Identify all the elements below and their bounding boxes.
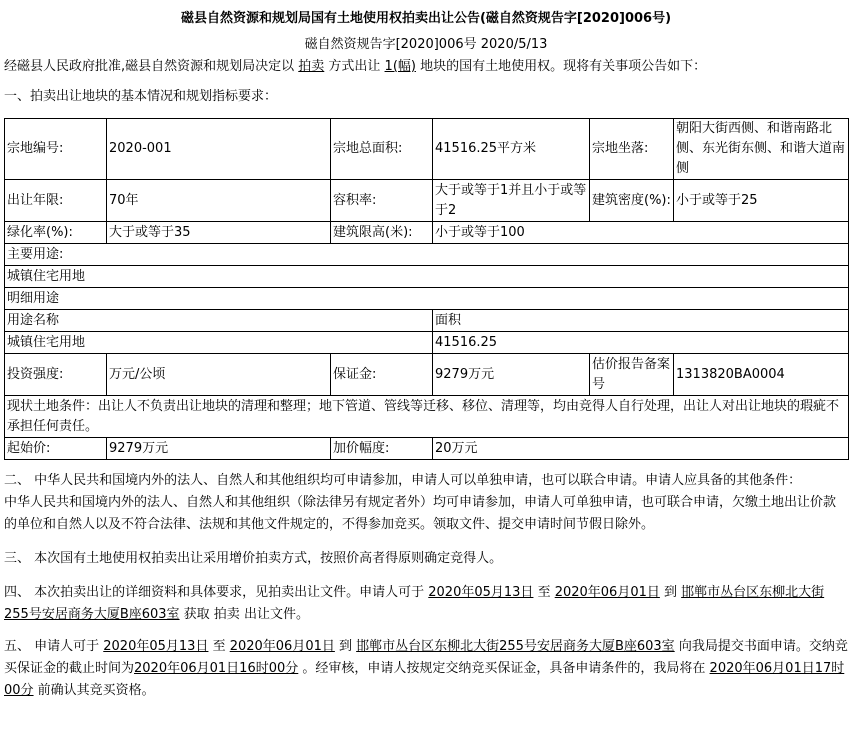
section1-heading: 一、拍卖出让地块的基本情况和规划指标要求： — [4, 89, 278, 104]
detail-use-label: 明细用途 — [5, 288, 849, 310]
investment-value: 万元/公顷 — [107, 354, 331, 396]
section2-line2: 中华人民共和国境内外的法人、自然人和其他组织（除法律另有规定者外）均可申请参加，申请人可单独申请，也可联合申请，欠缴土地出让价款的单位和自然人以及不符合法律、法规和其他文件规定的，不得参加竞买。领取文件、提交申请时间节假日除外。 — [4, 495, 837, 532]
s4-suffix: 获取 拍卖 出让文件。 — [179, 607, 309, 622]
intro-suffix: 地块的国有土地使用权。现将有关事项公告如下： — [415, 59, 707, 74]
use-name-value: 城镇住宅用地 — [5, 332, 433, 354]
s5-start-date: 2020年05月13日 — [103, 639, 209, 654]
s5-to2: 到 — [334, 639, 357, 654]
sale-method: 拍卖 — [298, 59, 325, 74]
table-row — [5, 288, 849, 310]
s5-mid2: 。经审核，申请人按规定交纳竞买保证金，具备申请条件的，我局将在 — [298, 661, 710, 676]
page-title: 磁县自然资源和规划局国有土地使用权拍卖出让公告(磁自然资规告字[2020]006号) — [180, 11, 672, 26]
report-value: 1313820BA0004 — [674, 354, 849, 396]
table-row — [5, 119, 849, 180]
section3-text: 三、 本次国有土地使用权拍卖出让采用增价拍卖方式，按照价高者得原则确定竞得人。 — [4, 551, 503, 566]
height-value: 小于或等于100 — [433, 222, 849, 244]
s5-mid: 向我局提交书面申请。交纳竞买保证金的截止时间为 — [4, 639, 848, 676]
use-name-header: 用途名称 — [5, 310, 433, 332]
increment-label: 加价幅度: — [331, 438, 433, 460]
term-value: 70年 — [107, 180, 331, 222]
s4-to1: 至 — [533, 585, 555, 600]
investment-label: 投资强度: — [5, 354, 107, 396]
deposit-label: 保证金: — [331, 354, 433, 396]
s4-prefix: 四、 本次拍卖出让的详细资料和具体要求，见拍卖出让文件。申请人可于 — [4, 585, 429, 600]
intro-paragraph — [4, 56, 848, 78]
density-label: 建筑密度(%): — [590, 180, 674, 222]
s5-address: 邯郸市丛台区东柳北大街255号安居商务大厦B座603室 — [356, 639, 675, 654]
table-row — [5, 222, 849, 244]
green-label: 绿化率(%): — [5, 222, 107, 244]
table-row — [5, 332, 849, 354]
far-label: 容积率: — [331, 180, 433, 222]
table-row — [5, 438, 849, 460]
table-row — [5, 354, 849, 396]
location-label: 宗地坐落: — [590, 119, 674, 180]
area-label: 宗地总面积: — [331, 119, 433, 180]
s5-confirm-deadline: 2020年06月01日17时00分 — [4, 661, 845, 698]
term-label: 出让年限: — [5, 180, 107, 222]
s4-to2: 到 — [659, 585, 682, 600]
parcel-info-table — [4, 118, 849, 460]
green-value: 大于或等于35 — [107, 222, 331, 244]
main-use-label: 主要用途: — [5, 244, 849, 266]
s5-to1: 至 — [208, 639, 230, 654]
table-row — [5, 310, 849, 332]
deposit-value: 9279万元 — [433, 354, 590, 396]
table-row — [5, 180, 849, 222]
section5-text — [4, 636, 848, 702]
far-value: 大于或等于1并且小于或等于2 — [433, 180, 590, 222]
s5-suffix: 前确认其竞买资格。 — [33, 683, 155, 698]
section2-line1: 二、 中华人民共和国境内外的法人、自然人和其他组织均可申请参加，申请人可以单独申请，也可以联合申请。申请人应具备的其他条件： — [4, 473, 802, 488]
area-value: 41516.25平方米 — [433, 119, 590, 180]
s5-end-date: 2020年06月01日 — [229, 639, 335, 654]
section4-text — [4, 582, 848, 626]
start-price-value: 9279万元 — [107, 438, 331, 460]
density-value: 小于或等于25 — [674, 180, 849, 222]
increment-value: 20万元 — [433, 438, 849, 460]
use-area-header: 面积 — [433, 310, 849, 332]
table-row — [5, 266, 849, 288]
doc-number-date: 磁自然资规告字[2020]006号 2020/5/13 — [304, 37, 548, 52]
start-price-label: 起始价: — [5, 438, 107, 460]
s4-start-date: 2020年05月13日 — [428, 585, 534, 600]
s4-address: 邯郸市丛台区东柳北大街255号安居商务大厦B座603室 — [4, 585, 825, 622]
height-label: 建筑限高(米): — [331, 222, 433, 244]
report-label: 估价报告备案号 — [590, 354, 674, 396]
s4-end-date: 2020年06月01日 — [554, 585, 660, 600]
land-status: 现状土地条件：出让人不负责出让地块的清理和整理；地下管道、管线等迁移、移位、清理等，均由竞得人自行处理，出让人对出让地块的瑕疵不承担任何责任。 — [5, 396, 849, 438]
table-row — [5, 396, 849, 438]
location-value: 朝阳大街西侧、和谐南路北侧、东光街东侧、和谐大道南侧 — [674, 119, 849, 180]
announcement-page — [0, 8, 852, 745]
parcel-no-value: 2020-001 — [107, 119, 331, 180]
intro-prefix: 经磁县人民政府批准,磁县自然资源和规划局决定以 — [4, 59, 299, 74]
parcel-no-label: 宗地编号: — [5, 119, 107, 180]
s5-deposit-deadline: 2020年06月01日16时00分 — [134, 661, 299, 676]
parcel-count: 1(幅) — [384, 59, 416, 74]
use-area-value: 41516.25 — [433, 332, 849, 354]
intro-middle: 方式出让 — [324, 59, 385, 74]
s5-prefix: 五、 申请人可于 — [4, 639, 104, 654]
main-use-value: 城镇住宅用地 — [5, 266, 849, 288]
table-row — [5, 244, 849, 266]
